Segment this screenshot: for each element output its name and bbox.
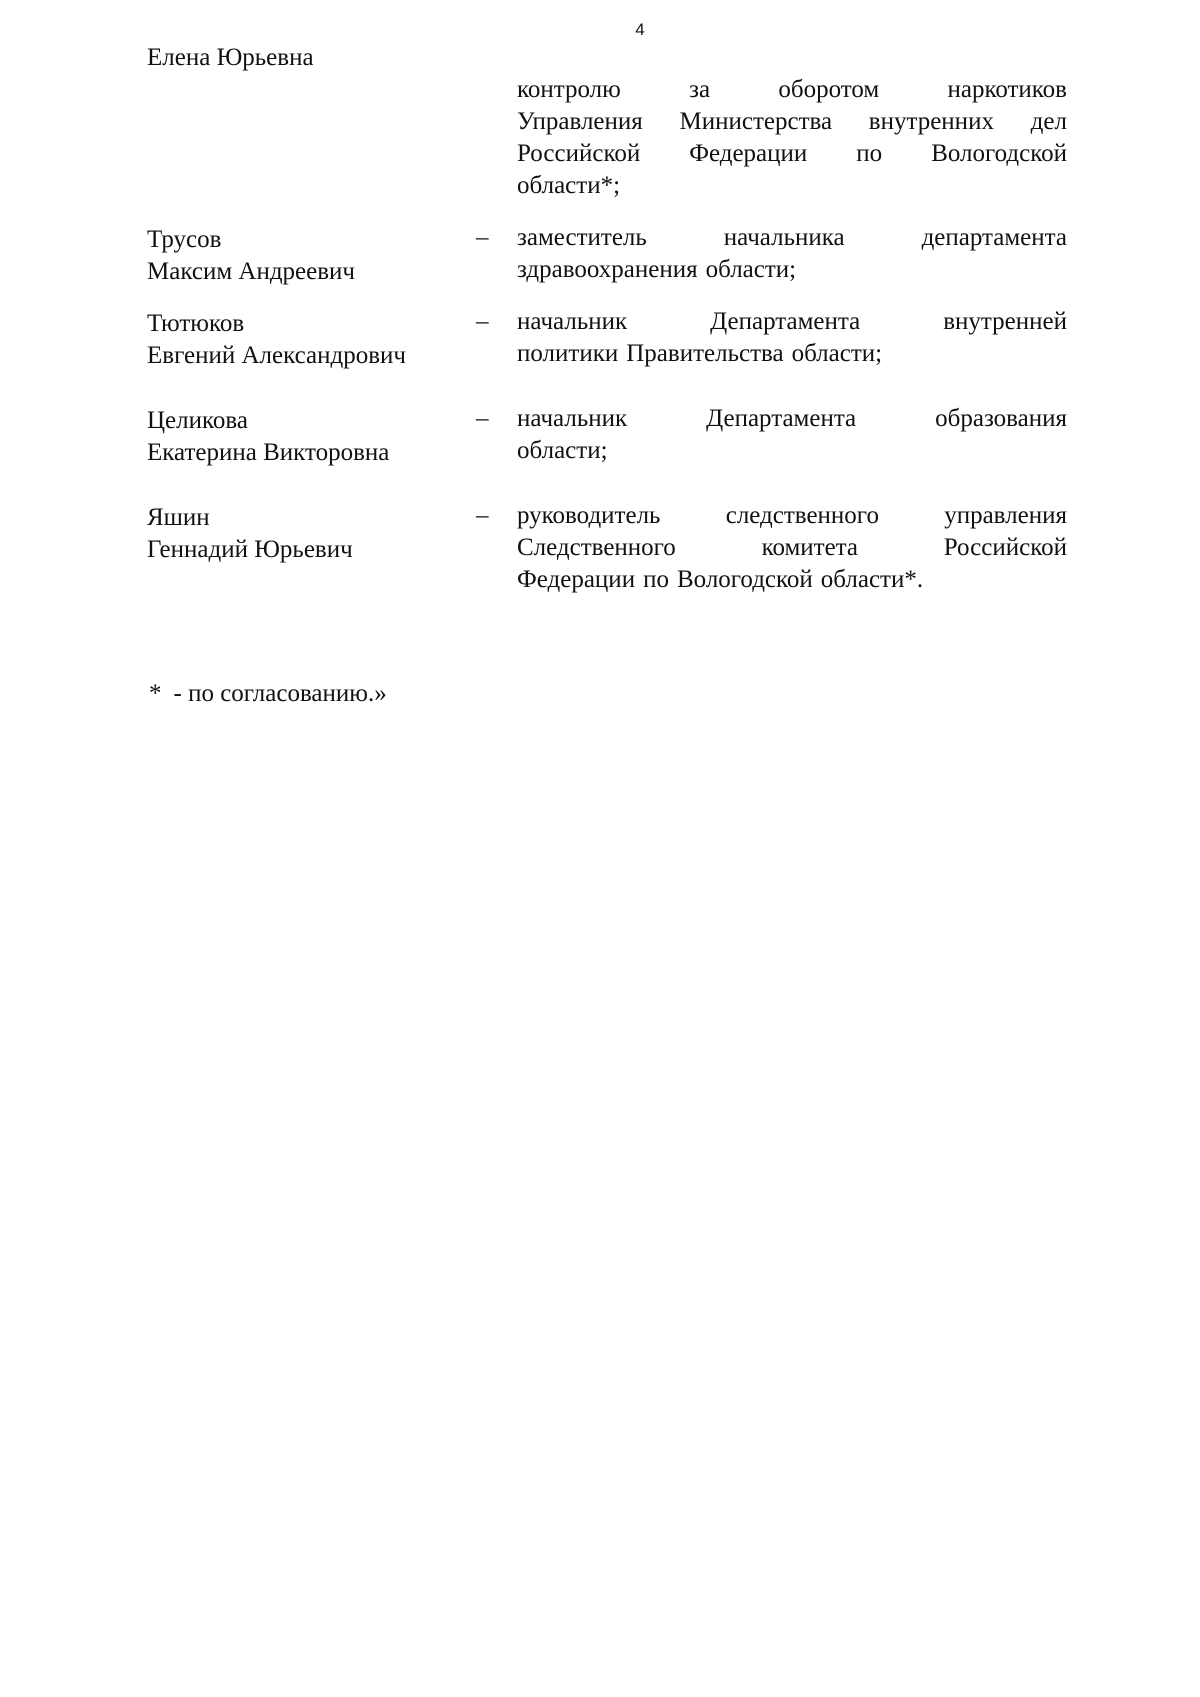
member-given-names: Геннадий Юрьевич — [147, 536, 353, 563]
dash-separator: – — [476, 308, 489, 335]
dash-separator: – — [476, 224, 489, 251]
position-line: руководитель следственного управления — [517, 502, 1067, 529]
member-position — [517, 500, 1067, 596]
position-line: Федерации по Вологодской области*. — [517, 566, 924, 593]
position-line: Российской Федерации по Вологодской — [517, 140, 1067, 167]
position-line: Управления Министерства внутренних дел — [517, 108, 1067, 135]
footnote-text: - по согласованию.» — [173, 680, 387, 707]
page-number: 4 — [635, 20, 645, 39]
position-line: начальник Департамента внутренней — [517, 308, 1067, 335]
member-given-names: Екатерина Викторовна — [147, 439, 390, 466]
dash-separator: – — [476, 405, 489, 432]
member-surname: Трусов — [147, 226, 222, 253]
member-given-names: Евгений Александрович — [147, 342, 406, 369]
member-name — [147, 306, 477, 372]
footnote — [149, 678, 387, 710]
member-surname: Тютюков — [147, 310, 245, 337]
footnote-asterisk: * — [149, 680, 162, 707]
member-given-names: Елена Юрьевна — [147, 44, 314, 71]
member-surname: Целикова — [147, 407, 248, 434]
member-name — [147, 403, 477, 469]
member-position — [517, 403, 1067, 467]
member-name — [147, 222, 477, 288]
position-line: контролю за оборотом наркотиков — [517, 76, 1067, 103]
member-surname: Яшин — [147, 504, 210, 531]
position-line: заместитель начальника департамента — [517, 224, 1067, 251]
member-position — [517, 306, 1067, 370]
position-line: здравоохранения области; — [517, 256, 797, 283]
position-line: начальник Департамента образования — [517, 405, 1067, 432]
position-line: области*; — [517, 172, 621, 199]
position-line: политики Правительства области; — [517, 340, 883, 367]
member-position — [517, 74, 1067, 202]
member-name — [147, 500, 477, 566]
position-line: Следственного комитета Российской — [517, 534, 1067, 561]
member-position — [517, 222, 1067, 286]
position-line: области; — [517, 437, 608, 464]
dash-separator: – — [476, 502, 489, 529]
member-given-names: Максим Андреевич — [147, 258, 355, 285]
